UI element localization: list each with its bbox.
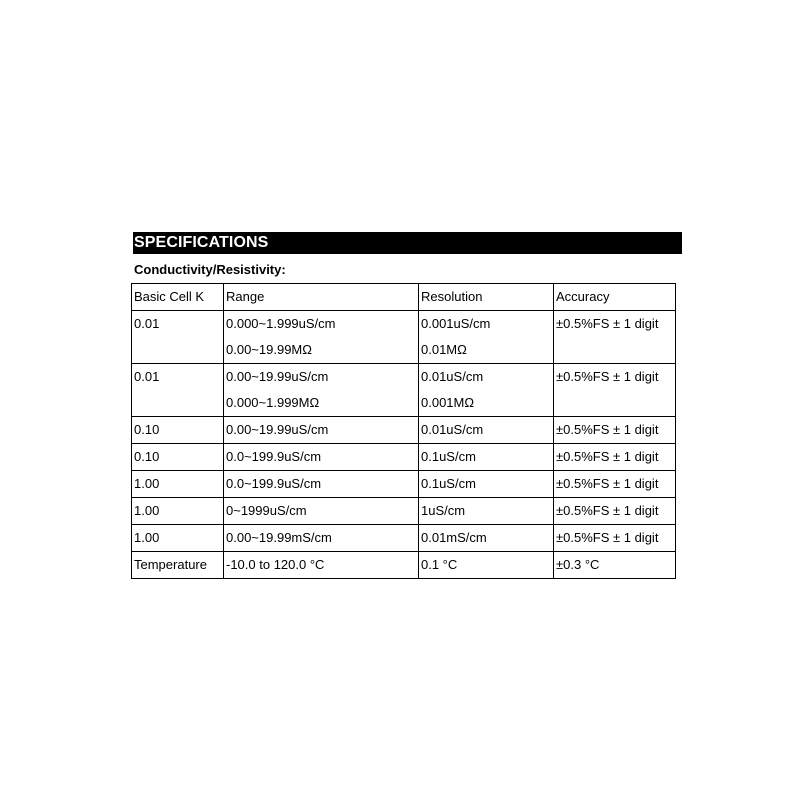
table-row [132,471,676,498]
resolution-value: 0.1 °C [419,552,554,579]
cell-k-value: 0.10 [132,444,224,471]
accuracy-value: ±0.3 °C [554,552,676,579]
column-header-range: Range [224,284,419,311]
specifications-heading: SPECIFICATIONS [133,232,682,254]
accuracy-value: ±0.5%FS ± 1 digit [554,525,676,552]
table-header-row [132,284,676,311]
range-value: 0.00~19.99mS/cm [224,525,419,552]
resolution-value: 0.01mS/cm [419,525,554,552]
cell-k-value: Temperature [132,552,224,579]
cell-k-value: 1.00 [132,525,224,552]
resolution-value: 0.1uS/cm [419,444,554,471]
resolution-value: 0.001uS/cm 0.01MΩ [419,311,554,364]
table-row [132,444,676,471]
column-header-cell-k: Basic Cell K [132,284,224,311]
accuracy-value: ±0.5%FS ± 1 digit [554,311,676,364]
cell-k-value: 0.01 [132,311,224,364]
column-header-accuracy: Accuracy [554,284,676,311]
cell-k-value: 0.01 [132,364,224,417]
accuracy-value: ±0.5%FS ± 1 digit [554,444,676,471]
specifications-table [131,283,676,579]
range-value: 0.00~19.99uS/cm [224,417,419,444]
range-value: 0.000~1.999uS/cm 0.00~19.99MΩ [224,311,419,364]
range-value: 0.0~199.9uS/cm [224,444,419,471]
resolution-value: 0.01uS/cm 0.001MΩ [419,364,554,417]
range-value: -10.0 to 120.0 °C [224,552,419,579]
accuracy-value: ±0.5%FS ± 1 digit [554,417,676,444]
resolution-value: 0.01uS/cm [419,417,554,444]
accuracy-value: ±0.5%FS ± 1 digit [554,364,676,417]
column-header-resolution: Resolution [419,284,554,311]
table-row [132,417,676,444]
range-value: 0~1999uS/cm [224,498,419,525]
resolution-value: 0.1uS/cm [419,471,554,498]
table-row [132,311,676,364]
range-value: 0.00~19.99uS/cm 0.000~1.999MΩ [224,364,419,417]
table-row [132,552,676,579]
cell-k-value: 1.00 [132,471,224,498]
accuracy-value: ±0.5%FS ± 1 digit [554,471,676,498]
table-row [132,525,676,552]
section-subtitle: Conductivity/Resistivity: [134,262,286,277]
resolution-value: 1uS/cm [419,498,554,525]
range-value: 0.0~199.9uS/cm [224,471,419,498]
accuracy-value: ±0.5%FS ± 1 digit [554,498,676,525]
table-row [132,364,676,417]
cell-k-value: 0.10 [132,417,224,444]
table-row [132,498,676,525]
cell-k-value: 1.00 [132,498,224,525]
